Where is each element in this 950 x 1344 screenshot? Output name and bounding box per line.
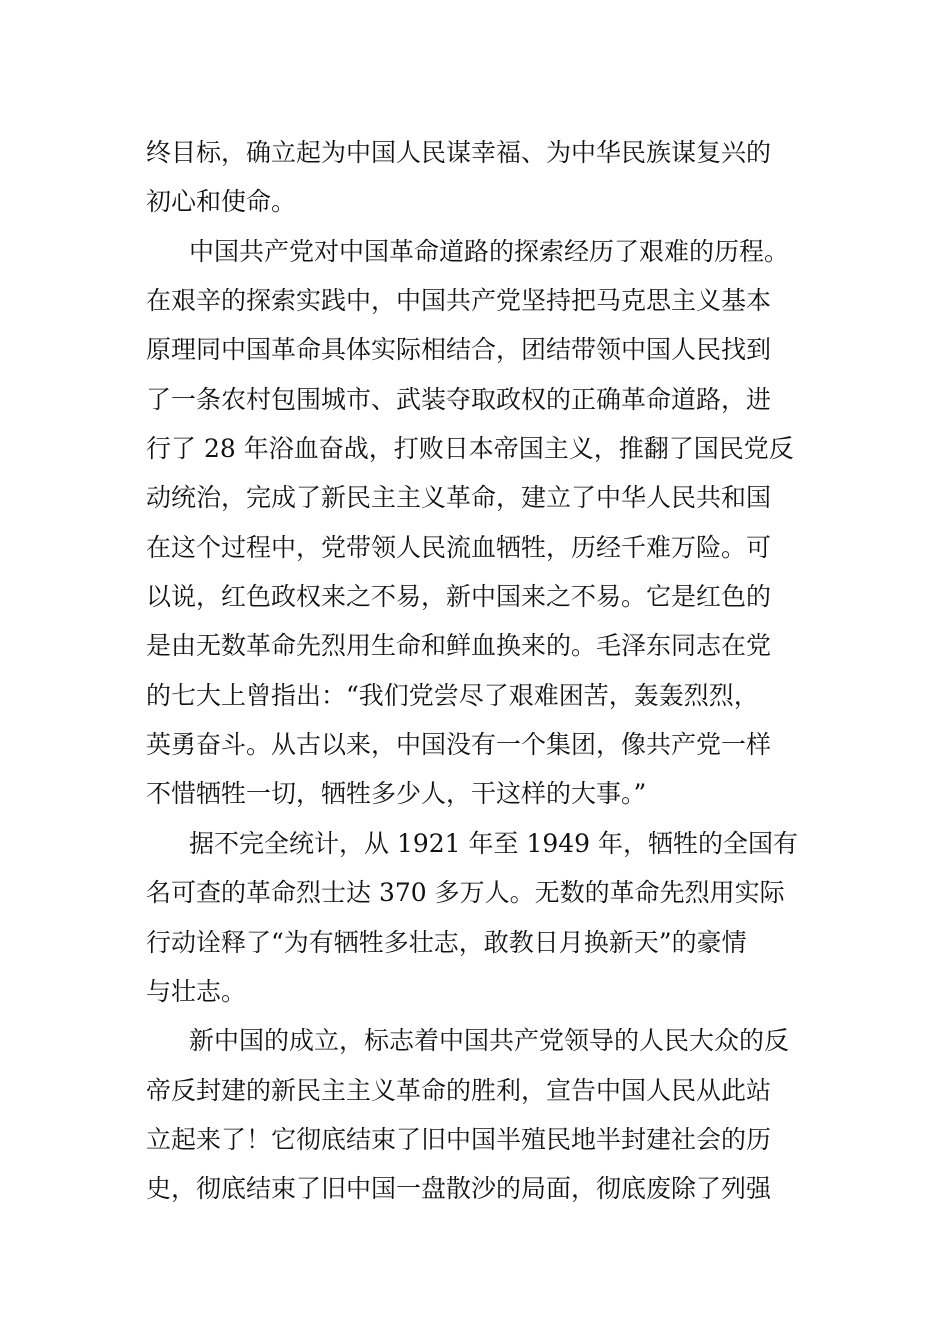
body-text <box>146 128 808 1214</box>
text-line: 以说，红色政权来之不易，新中国来之不易。它是红色的 <box>146 582 772 612</box>
text-line: 帝反封建的新民主主义革命的胜利，宣告中国人民从此站 <box>146 1075 772 1105</box>
text-line: 立起来了！它彻底结束了旧中国半殖民地半封建社会的历 <box>146 1124 772 1154</box>
text-line: 名可查的革命烈士达 370 多万人。无数的革命先烈用实际 <box>146 878 785 908</box>
text-line: 中国共产党对中国革命道路的探索经历了艰难的历程。 <box>189 236 790 266</box>
text-line: 行动诠释了“为有牺牲多壮志，敢教日月换新天”的豪情 <box>146 927 747 957</box>
text-line: 据不完全统计，从 1921 年至 1949 年，牺牲的全国有 <box>189 828 799 858</box>
text-line: 与壮志。 <box>146 976 247 1006</box>
text-line: 的七大上曾指出：“我们党尝尽了艰难困苦，轰轰烈烈， <box>146 680 759 710</box>
text-line: 不惜牺牲一切，牺牲多少人，干这样的大事。” <box>146 779 647 809</box>
text-line: 英勇奋斗。从古以来，中国没有一个集团，像共产党一样 <box>146 730 772 760</box>
text-line: 终目标，确立起为中国人民谋幸福、为中华民族谋复兴的 <box>146 138 772 167</box>
text-line: 了一条农村包围城市、武装夺取政权的正确革命道路，进 <box>146 384 772 414</box>
text-line: 史，彻底结束了旧中国一盘散沙的局面，彻底废除了列强 <box>146 1174 772 1204</box>
text-line: 原理同中国革命具体实际相结合，团结带领中国人民找到 <box>146 335 772 365</box>
text-line: 在这个过程中，党带领人民流血牺牲，历经千难万险。可 <box>146 532 772 562</box>
text-line: 在艰辛的探索实践中，中国共产党坚持把马克思主义基本 <box>146 286 772 316</box>
text-line: 动统治，完成了新民主主义革命，建立了中华人民共和国 <box>146 483 772 513</box>
text-line: 行了 28 年浴血奋战，打败日本帝国主义，推翻了国民党反 <box>146 434 794 464</box>
text-line: 新中国的成立，标志着中国共产党领导的人民大众的反 <box>189 1026 790 1056</box>
text-line: 初心和使命。 <box>146 187 297 217</box>
text-line: 是由无数革命先烈用生命和鲜血换来的。毛泽东同志在党 <box>146 631 772 661</box>
